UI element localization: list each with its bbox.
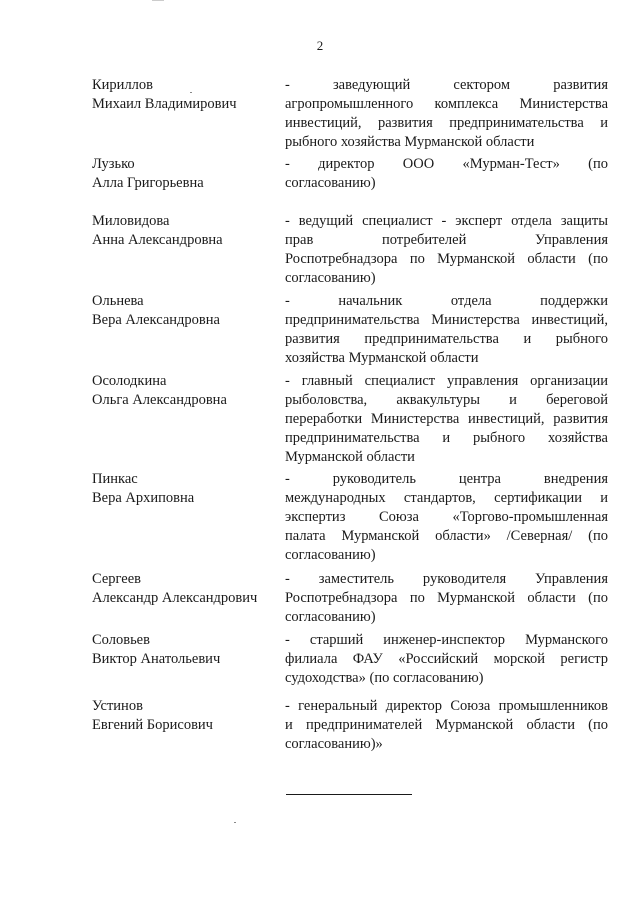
member-role-line: согласованию) — [285, 609, 376, 625]
member-role-line: инвестиций, развития предпринимательства и — [285, 115, 608, 131]
member-role-line: Роспотребнадзора по Мурманской области (по — [285, 251, 608, 267]
member-given-names: Вера Архиповна — [92, 490, 195, 506]
member-role — [285, 76, 608, 152]
member-surname: Миловидова — [92, 213, 170, 229]
member-given-names: Виктор Анатольевич — [92, 651, 221, 667]
member-role — [285, 631, 608, 688]
member-role — [285, 212, 608, 288]
member-role — [285, 372, 608, 467]
member-given-names: Евгений Борисович — [92, 717, 213, 733]
member-surname: Осолодкина — [92, 373, 167, 389]
member-role-line: - директор ООО «Мурман-Тест» (по — [285, 156, 608, 172]
member-role — [285, 470, 608, 565]
member-given-names: Михаил Владимирович — [92, 96, 237, 112]
member-given-names: Анна Александровна — [92, 232, 223, 248]
member-name — [92, 292, 282, 330]
member-name — [92, 76, 282, 114]
member-name — [92, 470, 282, 508]
member-name — [92, 570, 282, 608]
scan-speck — [190, 92, 192, 93]
member-role — [285, 155, 608, 193]
scan-speck — [234, 822, 236, 823]
member-role-line: - главный специалист управления организации — [285, 373, 608, 389]
member-name — [92, 697, 282, 735]
member-surname: Пинкас — [92, 471, 138, 487]
member-role-line: судоходства» (по согласованию) — [285, 670, 484, 686]
member-role-line: - заместитель руководителя Управления — [285, 571, 608, 587]
member-role-line: предпринимательства Министерства инвестиций, — [285, 312, 608, 328]
member-role-line: и предпринимателей Мурманской области (по — [285, 717, 608, 733]
member-role-line: - генеральный директор Союза промышленников — [285, 698, 608, 714]
member-role-line: Роспотребнадзора по Мурманской области (по — [285, 590, 608, 606]
member-name — [92, 372, 282, 410]
member-given-names: Ольга Александровна — [92, 392, 227, 408]
member-surname: Кириллов — [92, 77, 154, 93]
member-given-names: Алла Григорьевна — [92, 175, 204, 191]
member-given-names: Александр Александрович — [92, 590, 258, 606]
member-name — [92, 155, 282, 193]
member-surname: Сергеев — [92, 571, 142, 587]
member-name — [92, 212, 282, 250]
member-role-line: прав потребителей Управления — [285, 232, 608, 248]
member-role-line: развития предпринимательства и рыбного — [285, 331, 608, 347]
member-role-line: переработки Министерства инвестиций, развития — [285, 411, 608, 427]
member-role — [285, 292, 608, 368]
member-role-line: международных стандартов, сертификации и — [285, 490, 608, 506]
member-surname: Соловьев — [92, 632, 150, 648]
member-given-names: Вера Александровна — [92, 312, 220, 328]
member-role-line: рыбного хозяйства Мурманской области — [285, 134, 535, 150]
page-number: 2 — [316, 38, 324, 53]
member-role — [285, 570, 608, 627]
member-role-line: рыболовства, аквакультуры и береговой — [285, 392, 608, 408]
member-role-line: предпринимательства и рыбного хозяйства — [285, 430, 608, 446]
member-role-line: палата Мурманской области» /Северная/ (по — [285, 528, 608, 544]
member-surname: Устинов — [92, 698, 143, 714]
member-role-line: Мурманской области — [285, 449, 415, 465]
member-name — [92, 631, 282, 669]
member-role-line: согласованию) — [285, 270, 376, 286]
end-rule — [286, 794, 412, 795]
member-role-line: согласованию) — [285, 547, 376, 563]
member-role-line: согласованию) — [285, 175, 376, 191]
member-role-line: - старший инженер-инспектор Мурманского — [285, 632, 608, 648]
member-role-line: - ведущий специалист - эксперт отдела защиты — [285, 213, 608, 229]
member-role-line: экспертиз Союза «Торгово-промышленная — [285, 509, 608, 525]
member-role-line: хозяйства Мурманской области — [285, 350, 479, 366]
member-role-line: - начальник отдела поддержки — [285, 293, 608, 309]
scan-mark — [152, 0, 164, 1]
member-role — [285, 697, 608, 754]
member-role-line: филиала ФАУ «Российский морской регистр — [285, 651, 608, 667]
member-role-line: агропромышленного комплекса Министерства — [285, 96, 608, 112]
member-role-line: - руководитель центра внедрения — [285, 471, 608, 487]
member-role-line: согласованию)» — [285, 736, 383, 752]
member-surname: Лузько — [92, 156, 135, 172]
member-surname: Ольнева — [92, 293, 144, 309]
member-role-line: - заведующий сектором развития — [285, 77, 608, 93]
